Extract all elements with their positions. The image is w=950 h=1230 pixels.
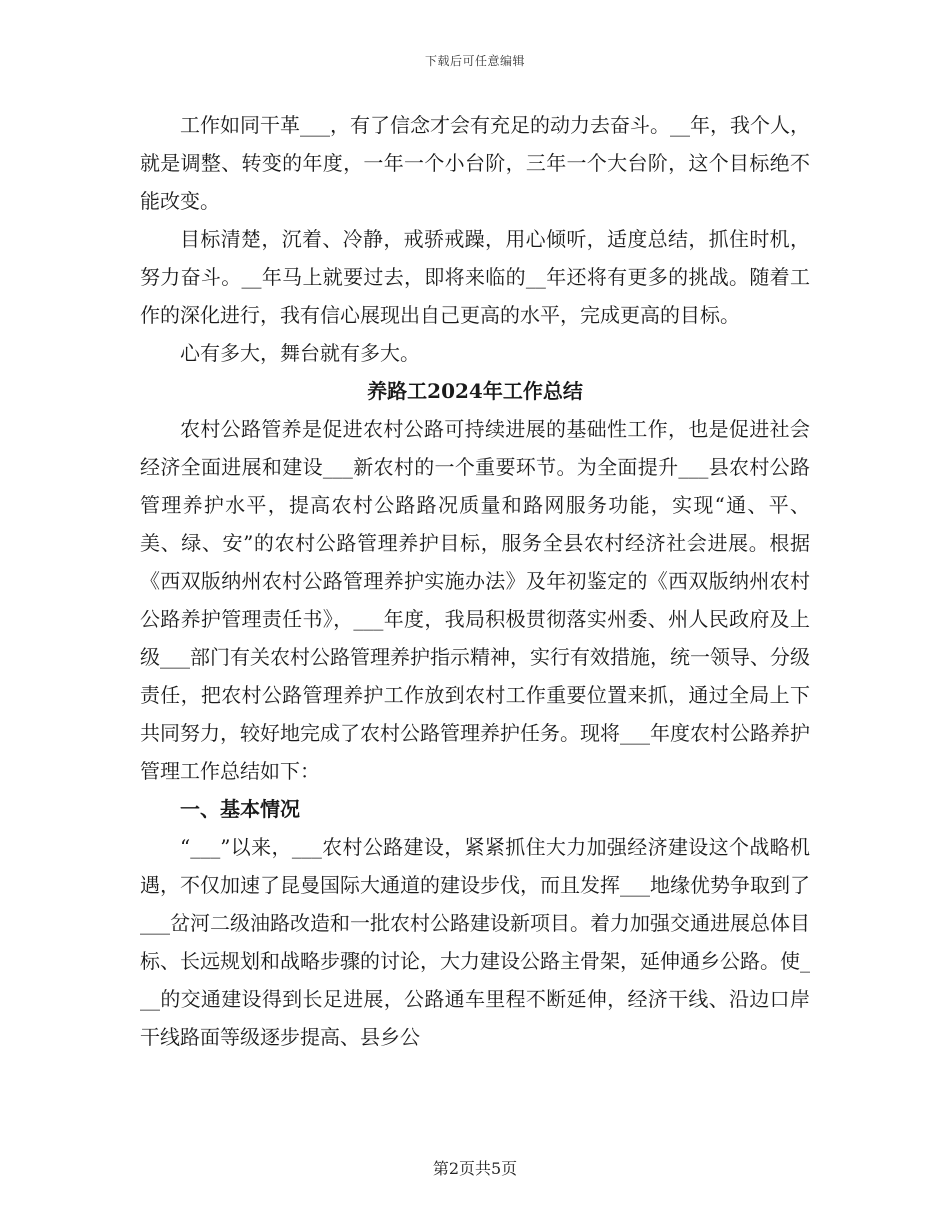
body-paragraph: 目标清楚，沉着、冷静，戒骄戒躁，用心倾听，适度总结，抓住时机，努力奋斗。__年马上就要过去，即将来临的__年还将有更多的挑战。随着工作的深化进行，我有信心展现出自己更高的水平，完成更高的目标。 bbox=[140, 227, 810, 327]
document-body bbox=[140, 106, 810, 1056]
header-note: 下载后可任意编辑 bbox=[424, 54, 525, 68]
section-paragraph: “___”以来，___农村公路建设，紧紧抓住大力加强经济建设这个战略机遇，不仅加速了昆曼国际大通道的建设步伐，而且发挥___地缘优势争取到了___岔河二级油路改造和一批农村公路建设新项目。着力加强交通进展总体目标、长远规划和战略步骤的讨论，大力建设公路主骨架，延伸通乡公路。使___的交通建设得到长足进展，公路通车里程不断延伸，经济干线、沿边口岸干线路面等级逐步提高、县乡公 bbox=[140, 835, 810, 1049]
section-heading: 一、基本情况 bbox=[180, 797, 300, 821]
body-paragraph: 工作如同干革___，有了信念才会有充足的动力去奋斗。__年，我个人，就是调整、转变的年度，一年一个小台阶，三年一个大台阶，这个目标绝不能改变。 bbox=[140, 113, 810, 213]
intro-paragraph: 农村公路管养是促进农村公路可持续进展的基础性工作，也是促进社会经济全面进展和建设___新农村的一个重要环节。为全面提升___县农村公路管理养护水平，提高农村公路路况质量和路网服务功能，实现“通、平、美、绿、安”的农村公路管理养护目标，服务全县农村经济社会进展。根据《西双版纳州农村公路管理养护实施办法》及年初鉴定的《西双版纳州农村公路养护管理责任书》，___年度，我局积极贯彻落实州委、州人民政府及上级___部门有关农村公路管理养护指示精神，实行有效措施，统一领导、分级责任，把农村公路管理养护工作放到农村工作重要位置来抓，通过全局上下共同努力，较好地完成了农村公路管理养护任务。现将___年度农村公路养护管理工作总结如下： bbox=[140, 417, 810, 783]
page-number: 第2页共5页 bbox=[432, 1159, 518, 1178]
document-title: 养路工2024年工作总结 bbox=[367, 379, 583, 403]
body-paragraph: 心有多大，舞台就有多大。 bbox=[180, 341, 420, 365]
